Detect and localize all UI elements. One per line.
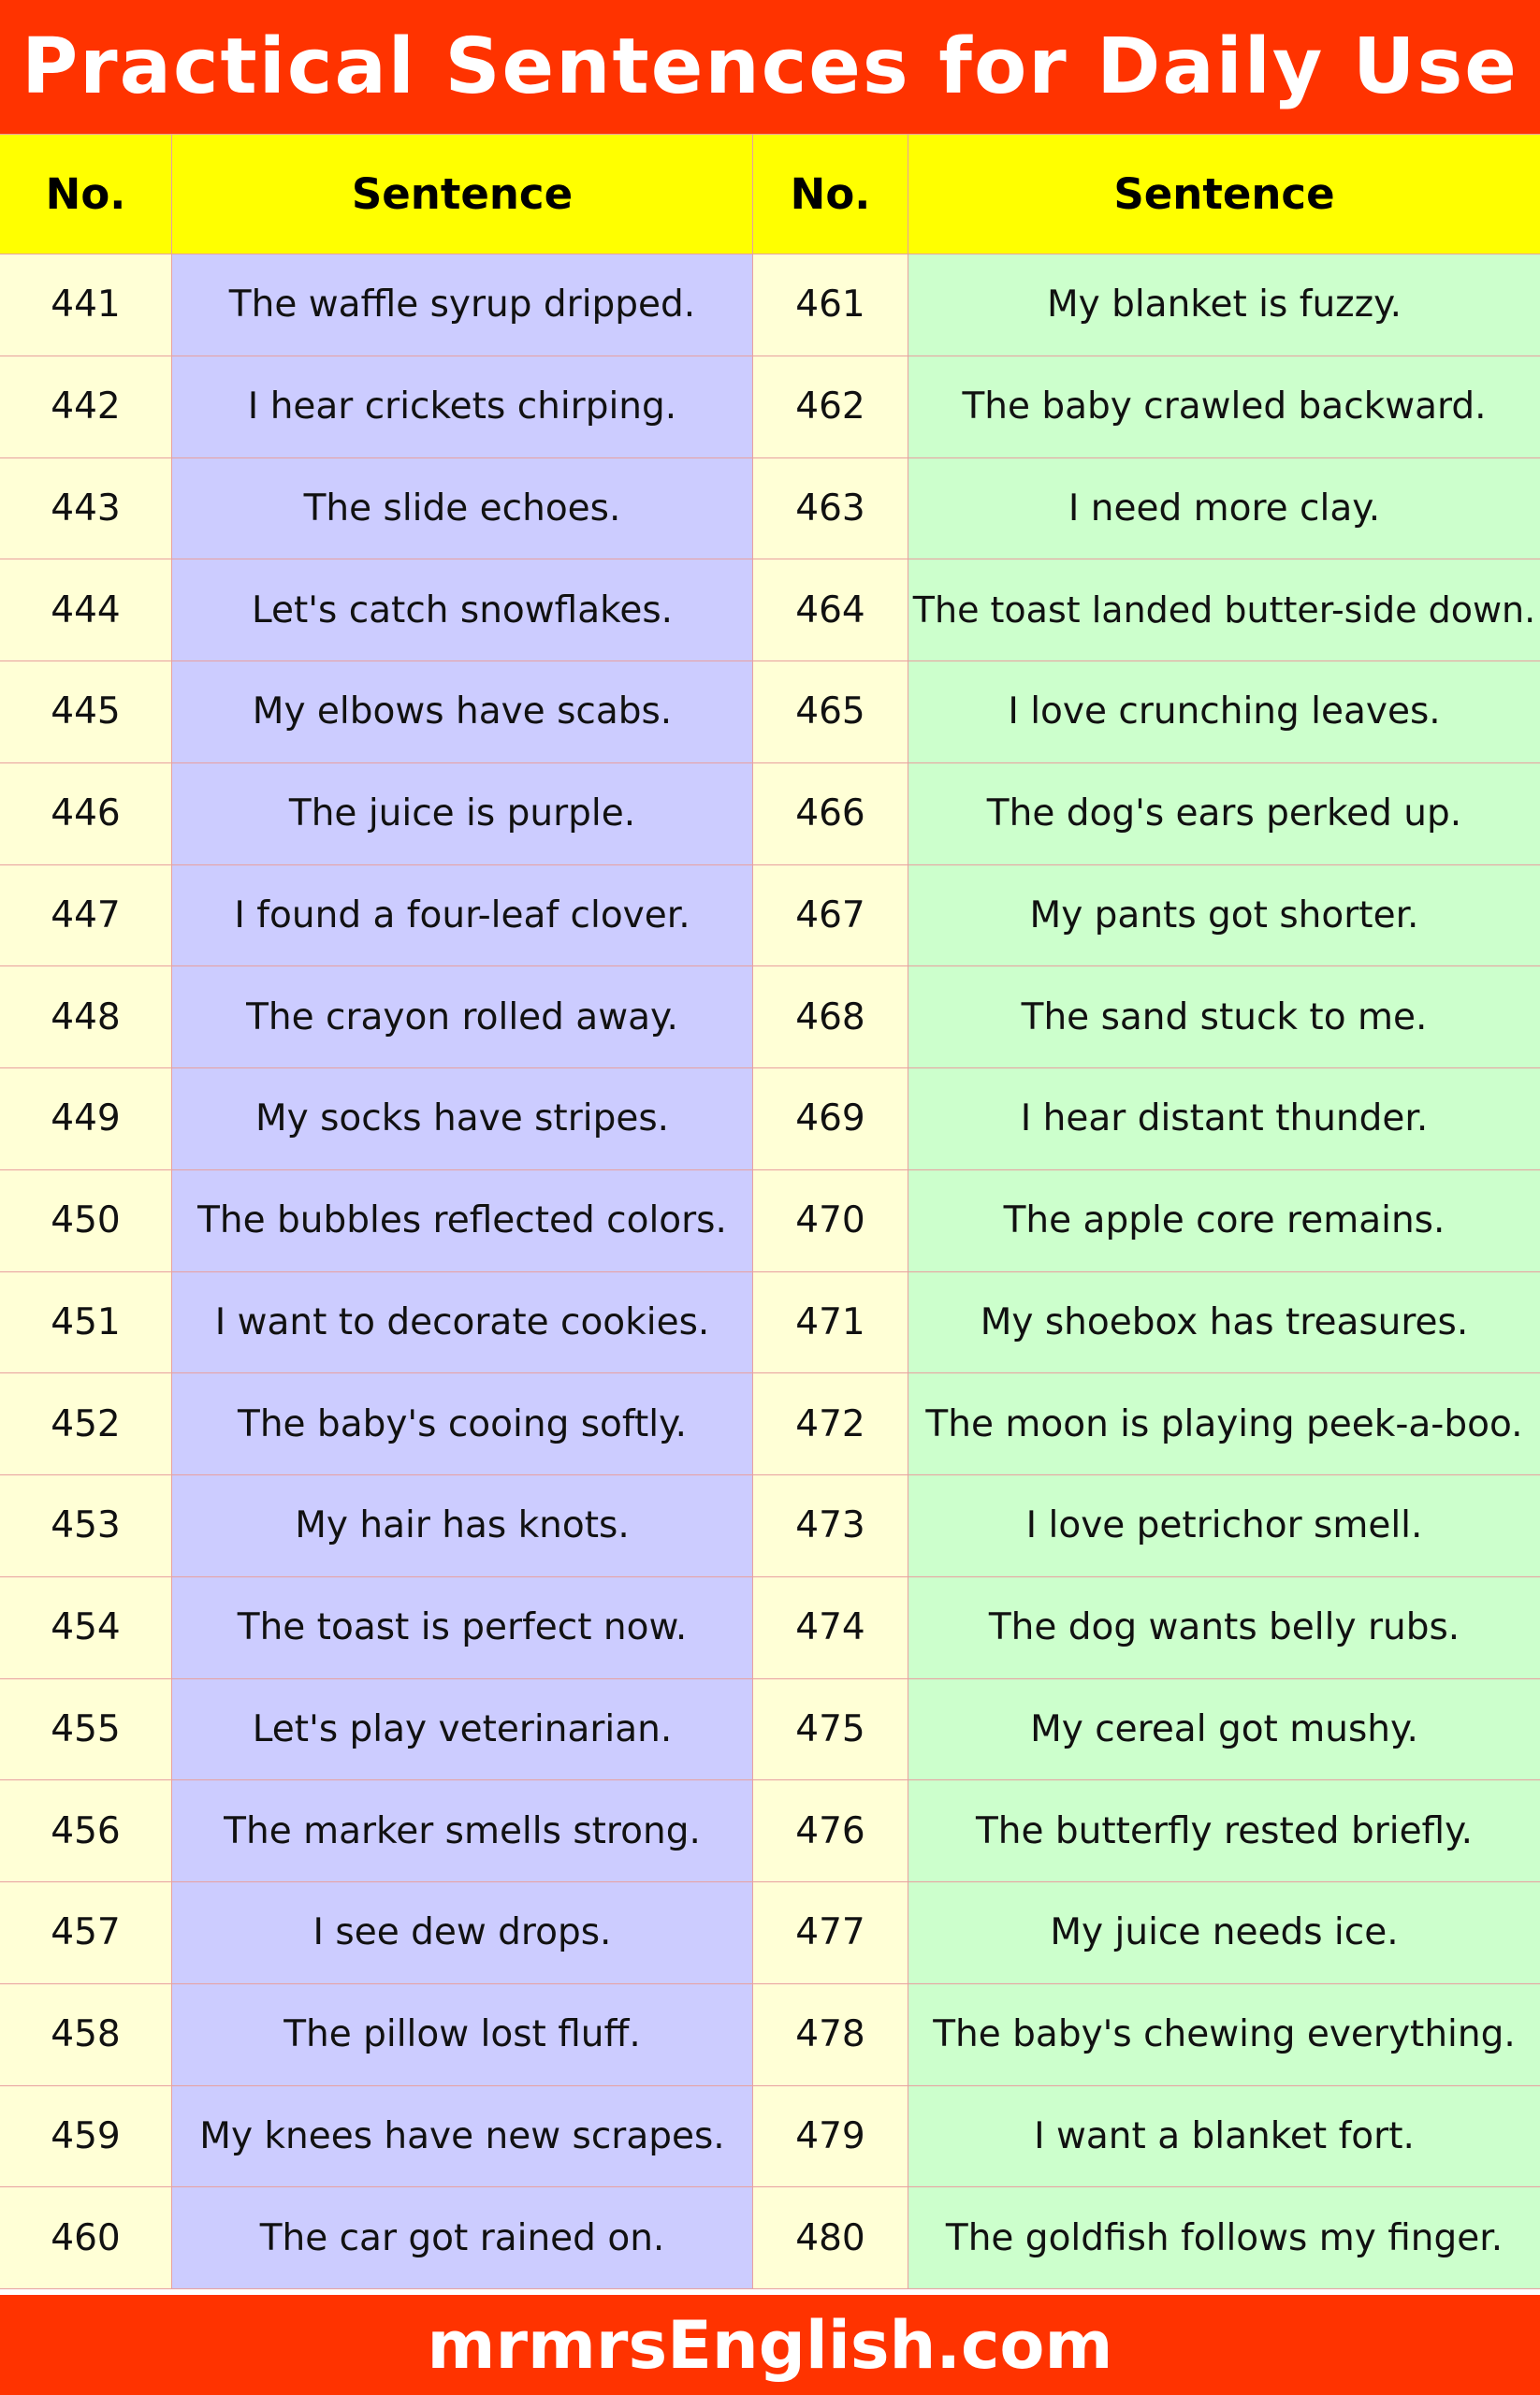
sentence-cell-left: The slide echoes. (172, 458, 753, 560)
sentence-cell-left: The pillow lost fluff. (172, 1984, 753, 2086)
number-cell-right: 465 (753, 661, 908, 763)
number-cell-right: 477 (753, 1882, 908, 1984)
number-cell-left: 458 (0, 1984, 172, 2086)
sentence-cell-left: The waffle syrup dripped. (172, 254, 753, 356)
sentence-cell-right: My juice needs ice. (908, 1882, 1540, 1984)
sentence-cell-right: I love crunching leaves. (908, 661, 1540, 763)
number-cell-right: 475 (753, 1679, 908, 1781)
number-cell-right: 468 (753, 966, 908, 1068)
number-cell-left: 442 (0, 356, 172, 458)
sentence-cell-left: My elbows have scabs. (172, 661, 753, 763)
number-cell-left: 455 (0, 1679, 172, 1781)
sentence-cell-right: The moon is playing peek-a-boo. (908, 1373, 1540, 1475)
sentence-cell-left: The bubbles reflected colors. (172, 1170, 753, 1272)
sentence-cell-right: The dog wants belly rubs. (908, 1577, 1540, 1679)
sentence-table (0, 134, 1540, 2289)
number-cell-right: 478 (753, 1984, 908, 2086)
number-cell-left: 453 (0, 1475, 172, 1577)
sentence-cell-right: My cereal got mushy. (908, 1679, 1540, 1781)
sentence-cell-right: I need more clay. (908, 458, 1540, 560)
header-no-left: No. (0, 135, 172, 254)
sentence-cell-right: My pants got shorter. (908, 865, 1540, 967)
footer-site-name: mrmrsEnglish.com (0, 2295, 1540, 2395)
header-no-right: No. (753, 135, 908, 254)
number-cell-right: 461 (753, 254, 908, 356)
number-cell-right: 467 (753, 865, 908, 967)
number-cell-left: 445 (0, 661, 172, 763)
sentence-cell-right: I love petrichor smell. (908, 1475, 1540, 1577)
sentence-cell-left: I hear crickets chirping. (172, 356, 753, 458)
sentence-cell-right: My shoebox has treasures. (908, 1272, 1540, 1374)
sentence-cell-left: I want to decorate cookies. (172, 1272, 753, 1374)
header-sentence-right: Sentence (908, 135, 1540, 254)
number-cell-left: 454 (0, 1577, 172, 1679)
number-cell-right: 472 (753, 1373, 908, 1475)
number-cell-left: 459 (0, 2086, 172, 2188)
number-cell-left: 457 (0, 1882, 172, 1984)
sentence-cell-left: The toast is perfect now. (172, 1577, 753, 1679)
sentence-cell-right: The sand stuck to me. (908, 966, 1540, 1068)
sentence-cell-left: My knees have new scrapes. (172, 2086, 753, 2188)
number-cell-left: 443 (0, 458, 172, 560)
number-cell-left: 448 (0, 966, 172, 1068)
sentence-cell-right: My blanket is fuzzy. (908, 254, 1540, 356)
sentence-cell-right: The baby's chewing everything. (908, 1984, 1540, 2086)
number-cell-left: 446 (0, 763, 172, 865)
sentence-cell-right: The toast landed butter-side down. (908, 559, 1540, 661)
sentence-cell-right: I hear distant thunder. (908, 1068, 1540, 1170)
sentence-cell-left: I found a four-leaf clover. (172, 865, 753, 967)
sentence-cell-left: The car got rained on. (172, 2187, 753, 2289)
sentence-cell-left: Let's catch snowflakes. (172, 559, 753, 661)
sentence-cell-left: The marker smells strong. (172, 1780, 753, 1882)
sentence-cell-left: The crayon rolled away. (172, 966, 753, 1068)
sentence-cell-right: The butterfly rested briefly. (908, 1780, 1540, 1882)
number-cell-right: 476 (753, 1780, 908, 1882)
sentence-cell-right: The baby crawled backward. (908, 356, 1540, 458)
number-cell-right: 471 (753, 1272, 908, 1374)
sentence-cell-left: Let's play veterinarian. (172, 1679, 753, 1781)
sentence-cell-right: The goldfish follows my finger. (908, 2187, 1540, 2289)
sentence-cell-right: The dog's ears perked up. (908, 763, 1540, 865)
number-cell-right: 474 (753, 1577, 908, 1679)
sentence-cell-right: The apple core remains. (908, 1170, 1540, 1272)
number-cell-right: 480 (753, 2187, 908, 2289)
number-cell-left: 456 (0, 1780, 172, 1882)
number-cell-left: 451 (0, 1272, 172, 1374)
sentence-cell-left: The baby's cooing softly. (172, 1373, 753, 1475)
number-cell-right: 466 (753, 763, 908, 865)
number-cell-left: 441 (0, 254, 172, 356)
number-cell-right: 479 (753, 2086, 908, 2188)
number-cell-right: 469 (753, 1068, 908, 1170)
header-sentence-left: Sentence (172, 135, 753, 254)
sentence-cell-left: My socks have stripes. (172, 1068, 753, 1170)
number-cell-right: 464 (753, 559, 908, 661)
sentence-cell-left: The juice is purple. (172, 763, 753, 865)
sentence-cell-left: My hair has knots. (172, 1475, 753, 1577)
number-cell-right: 462 (753, 356, 908, 458)
number-cell-right: 463 (753, 458, 908, 560)
number-cell-left: 450 (0, 1170, 172, 1272)
number-cell-right: 470 (753, 1170, 908, 1272)
number-cell-right: 473 (753, 1475, 908, 1577)
sentence-cell-left: I see dew drops. (172, 1882, 753, 1984)
sentence-cell-right: I want a blanket fort. (908, 2086, 1540, 2188)
number-cell-left: 452 (0, 1373, 172, 1475)
number-cell-left: 460 (0, 2187, 172, 2289)
number-cell-left: 444 (0, 559, 172, 661)
number-cell-left: 449 (0, 1068, 172, 1170)
page-title: Practical Sentences for Daily Use (0, 0, 1540, 134)
number-cell-left: 447 (0, 865, 172, 967)
